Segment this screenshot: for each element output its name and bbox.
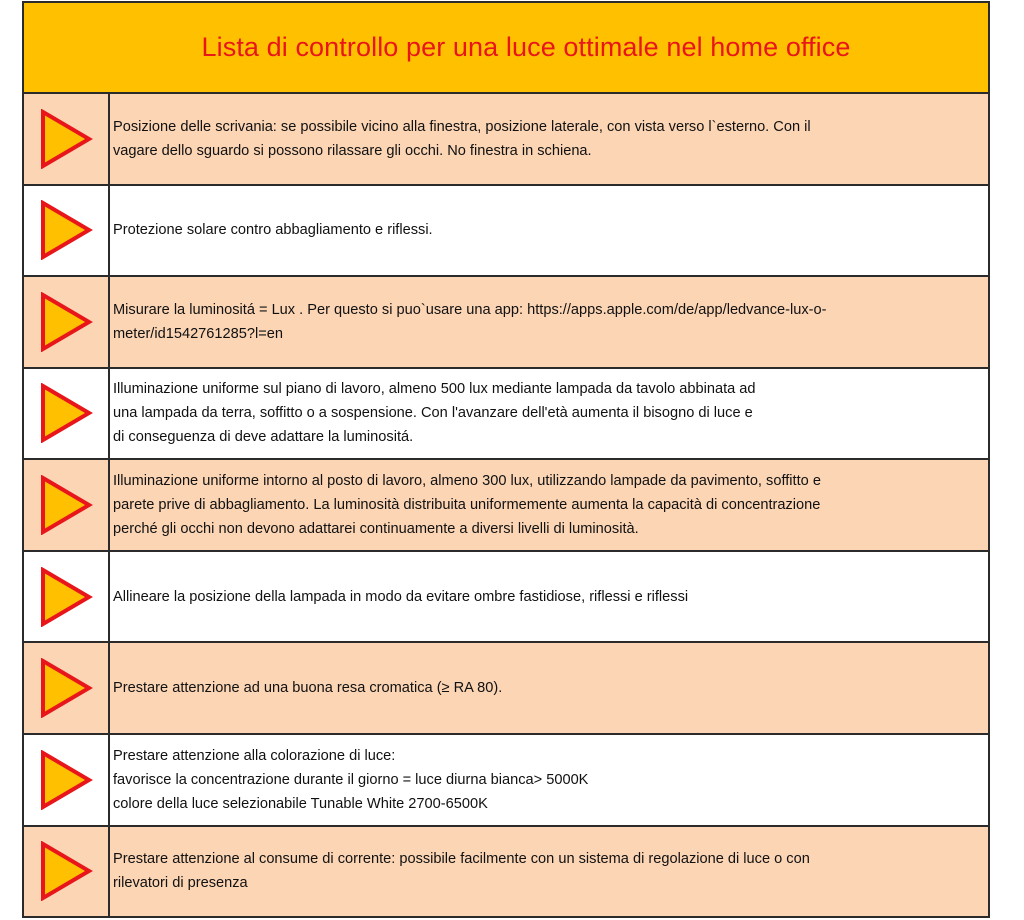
text-cell [110,735,988,825]
checklist-row-3 [24,277,988,369]
checklist-item-text: Illuminazione uniforme sul piano di lavoro, almeno 500 lux mediante lampada da tavolo abbinata ad una lampada da terra, soffitto o a sospensione. Con l'avanzare dell'età aumenta il bisogno di luce e di conseguenza di deve adattare la luminositá. [113,381,756,446]
play-arrow-icon [39,109,93,169]
text-cell [110,552,988,642]
checklist-item-text: Prestare attenzione ad una buona resa cromatica (≥ RA 80). [113,680,503,697]
page-title: Lista di controllo per una luce ottimale nel home office [201,32,851,62]
checklist-item-text: Protezione solare contro abbagliamento e riflessi. [113,222,433,239]
checklist-row-6 [24,552,988,644]
text-cell [110,369,988,459]
checklist-row-4 [24,369,988,461]
text-cell [110,827,988,917]
checklist-row-7 [24,643,988,735]
checklist-item-text: Prestare attenzione al consume di corrente: possibile facilmente con un sistema di regolazione di luce o con rilevatori di presenza [113,851,810,892]
text-cell [110,460,988,550]
text-cell [110,186,988,276]
checklist-row-2 [24,186,988,278]
checklist-item-text: Prestare attenzione alla colorazione di luce: favorisce la concentrazione durante il giorno = luce diurna bianca> 5000K colore della luce selezionabile Tunable White 2700-6500K [113,747,589,812]
text-cell [110,277,988,367]
text-cell [110,643,988,733]
checklist-item-text: Misurare la luminositá = Lux . Per questo si puo`usare una app: https://apps.apple.com/de/app/ledvance-lux-o- meter/id1542761285?l=en [113,301,827,342]
play-arrow-icon [39,567,93,627]
play-arrow-icon [39,750,93,810]
checklist-row-9 [24,827,988,917]
play-arrow-icon [39,658,93,718]
icon-cell [24,827,110,917]
checklist-table [22,1,990,918]
icon-cell [24,186,110,276]
checklist-row-8 [24,735,988,827]
checklist-row-1 [24,94,988,186]
header-row [24,3,988,94]
checklist-rows [24,94,988,916]
icon-cell [24,735,110,825]
checklist-item-text: Illuminazione uniforme intorno al posto di lavoro, almeno 300 lux, utilizzando lampade da pavimento, soffitto e parete prive di abbagliamento. La luminosità distribuita uniformemente aumenta la capacità di concentrazione perché gli occhi non devono adattarei continuamente a diversi livelli di luminosità. [113,473,821,538]
play-arrow-icon [39,475,93,535]
checklist-item-text: Posizione delle scrivania: se possibile vicino alla finestra, posizione laterale, con vista verso l`esterno. Con il vagare dello sguardo si possono rilassare gli occhi. No finestra in schiena. [113,118,811,159]
checklist-item-text: Allineare la posizione della lampada in modo da evitare ombre fastidiose, riflessi e riflessi [113,588,689,605]
play-arrow-icon [39,292,93,352]
text-cell [110,94,988,184]
icon-cell [24,643,110,733]
icon-cell [24,552,110,642]
icon-cell [24,94,110,184]
icon-cell [24,277,110,367]
checklist-row-5 [24,460,988,552]
play-arrow-icon [39,200,93,260]
play-arrow-icon [39,383,93,443]
icon-cell [24,369,110,459]
icon-cell [24,460,110,550]
play-arrow-icon [39,841,93,901]
